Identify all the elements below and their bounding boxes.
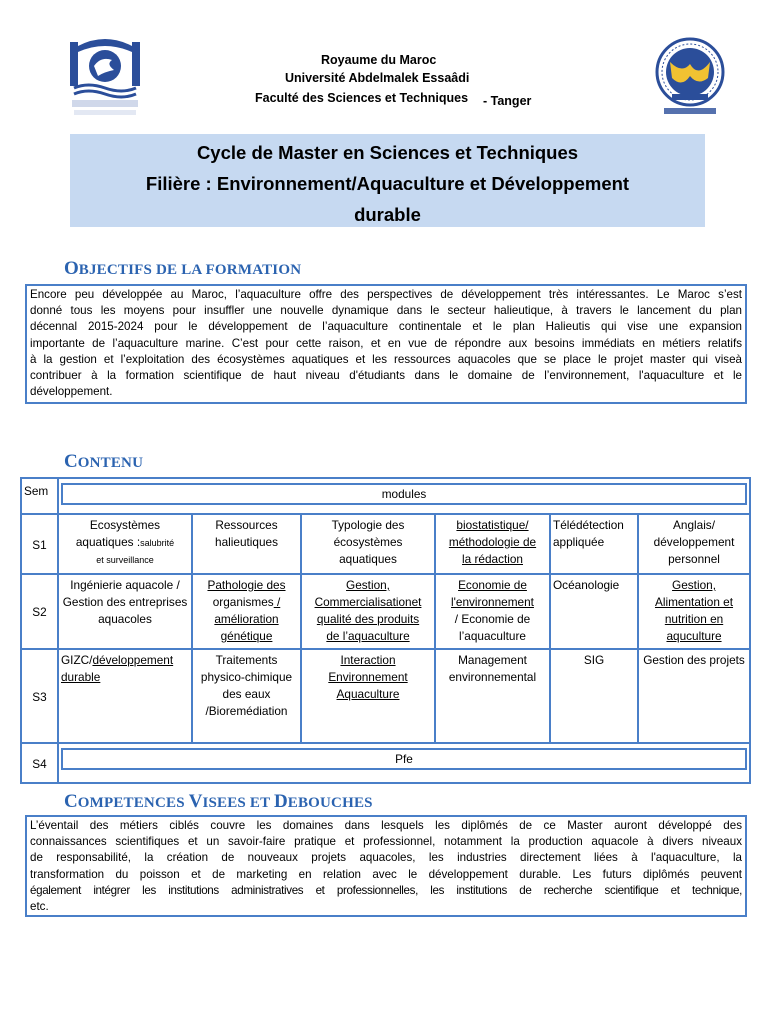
module-cell: Traitements physico-chimique des eaux /Bioremédiation [192,649,301,743]
program-cycle-title: Cycle de Master en Sciences et Techniques [196,142,579,163]
faculty-logo [648,34,732,120]
objectifs-line: à la gestion et l’exploitation des écosystèmes aquatiques et les ressources aquacoles que se place le projet master qui viseà [30,352,742,366]
module-cell: Gestion des projets [638,649,750,743]
module-cell: Economie de l'environnement / Economie de l’aquaculture [435,574,550,649]
module-cell: Anglais/ développement personnel [638,514,750,574]
module-cell: Ecosystèmes aquatiques :salubrité et surveillance [58,514,192,574]
university-name: Université Abdelmalek Essaâdi [285,71,470,85]
table-header-row [21,478,750,514]
competences-line: etc. [30,900,49,914]
module-cell [58,743,750,783]
table-row [21,649,750,743]
objectifs-line: développement. [30,385,113,399]
objectifs-line: donné tous les moyens pour insuffler une nouvelle dynamique dans le secteur halieutique, à travers le lancement du plan [30,304,742,318]
objectifs-line: importante de l’aquaculture marine. C’est pour cette raison, et en vue de répondre aux besoins immédiats en métiers relatifs [30,336,742,350]
faculty-name: Faculté des Sciences et Techniques [255,91,469,105]
curriculum-table [20,477,751,784]
competences-line: également intégrer les institutions administratives et professionnelles, les institutions de recherche scientifique et technique, [30,883,742,897]
module-cell: Océanologie [550,574,638,649]
program-track-title-continued: durable [354,204,421,225]
country-name: Royaume du Maroc [321,53,437,67]
competences-paragraph [30,818,742,915]
program-track-title: Filière : Environnement/Aquaculture et Développement [145,173,630,194]
competences-line: L’éventail des métiers ciblés couvre les domaines dans lesquels les diplômés de ce Master auront développé des [30,819,742,832]
semester-label: S4 [21,743,58,783]
module-cell: Ressources halieutiques [192,514,301,574]
program-title-box [70,134,705,227]
university-logo [68,36,142,120]
module-cell: Gestion, Alimentation et nutrition en aquculture [638,574,750,649]
objectifs-paragraph [30,287,742,400]
module-cell: Typologie des écosystèmes aquatiques [301,514,435,574]
table-row [21,514,750,574]
module-cell: Interaction Environnement Aquaculture [301,649,435,743]
module-cell: SIG [550,649,638,743]
competences-line: connaissances scientifiques et un savoir-faire pratique et professionnel, notamment la production aquacole à divers niveaux [30,835,742,849]
competences-heading: COMPETENCES VISEES ET DEBOUCHES [64,791,373,812]
modules-header: modules [61,483,747,505]
semester-label: S2 [21,574,58,649]
competences-line: transformation du poisson et de marketing en relation avec le développement durable. Les futurs diplômés peuvent [30,867,742,881]
objectifs-line: décennal 2015-2024 pour le développement de l’aquaculture continentale et le plan Halieutis qui vise une expansion [30,320,742,334]
module-cell: Gestion, Commercialisationet qualité des produits de l’aquaculture [301,574,435,649]
table-row [21,743,750,783]
module-cell: Pathologie des organismes / amélioration génétique [192,574,301,649]
module-cell: Télédétection appliquée [550,514,638,574]
sem-header: Sem [21,478,58,514]
module-cell: GIZC/développement durable [58,649,192,743]
competences-line: de responsabilité, la création de nouveaux projets aquacoles, les industries directement liées à l'aquaculture, la [30,851,742,865]
faculty-city: - Tanger [483,94,532,108]
module-cell: Ingénierie aquacole / Gestion des entreprises aquacoles [58,574,192,649]
module-cell: Management environnemental [435,649,550,743]
module-cell: biostatistique/ méthodologie de la rédaction [435,514,550,574]
modules-header-cell [58,478,750,514]
semester-label: S1 [21,514,58,574]
objectifs-line: Encore peu développée au Maroc, l’aquaculture offre des perspectives de développement très intéressantes. Le Maroc s’est [30,288,742,301]
table-row [21,574,750,649]
objectifs-heading: OBJECTIFS DE LA FORMATION [64,258,302,279]
pfe-module: Pfe [61,748,747,770]
semester-label: S3 [21,649,58,743]
contenu-heading: CONTENU [64,451,144,472]
objectifs-line: contribuer à la formation scientifique de haut niveau d'étudiants dans le domaine de l’environnement, l'aquaculture et le [30,369,742,383]
